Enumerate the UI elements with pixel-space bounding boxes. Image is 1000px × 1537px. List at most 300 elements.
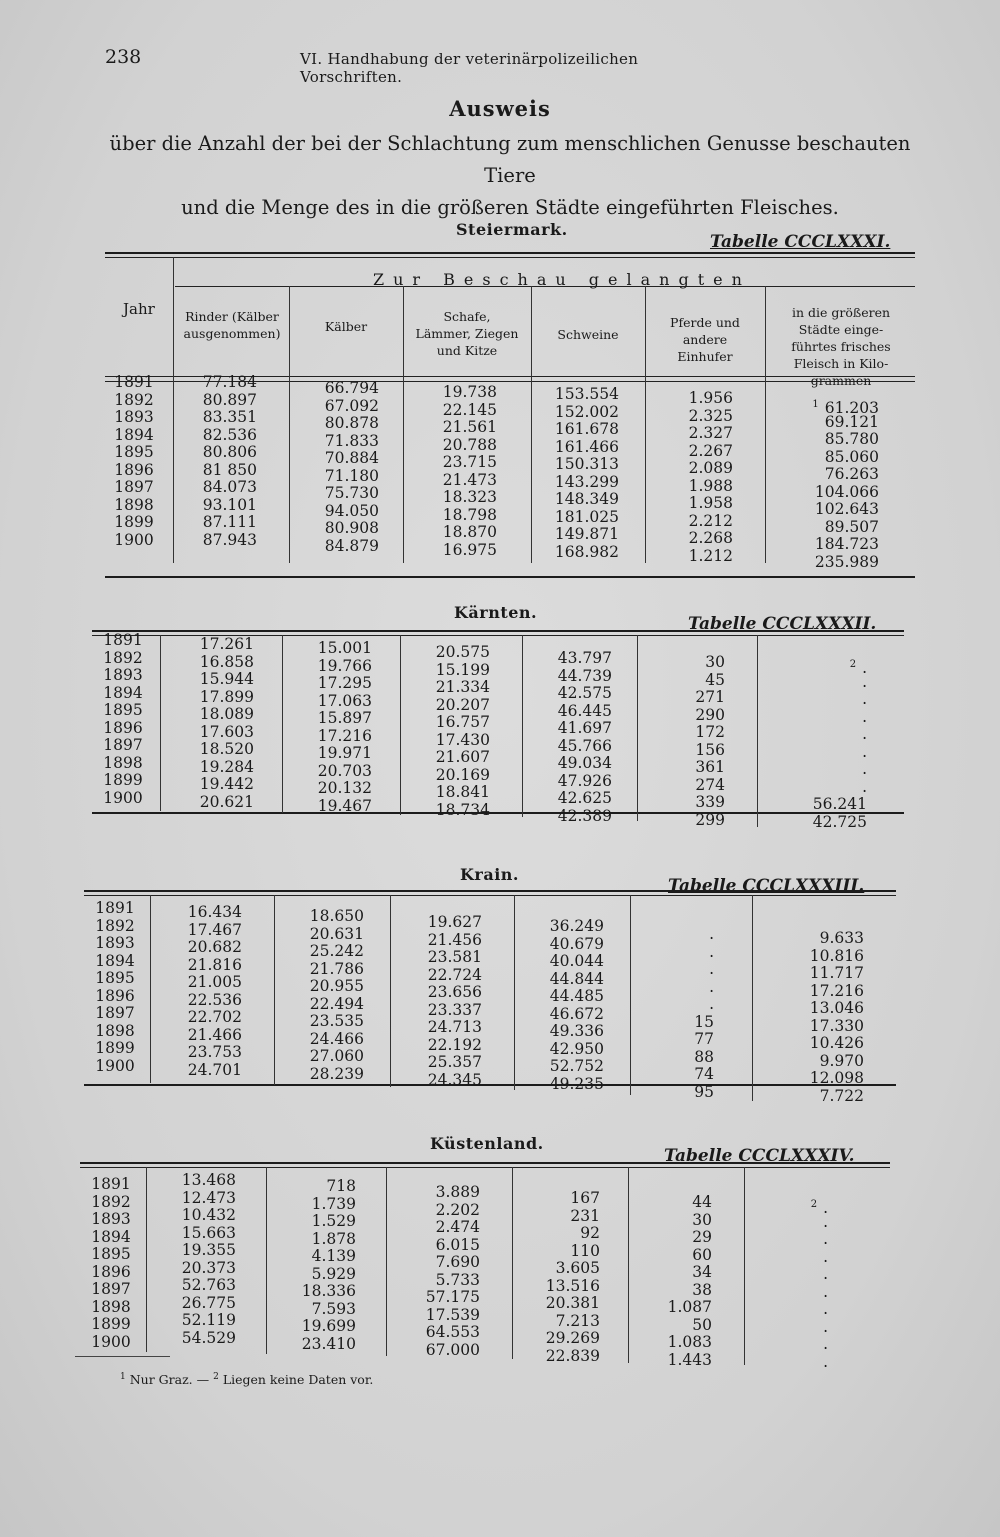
cell-text: 20.132 bbox=[317, 779, 372, 797]
cell-text: 1898 bbox=[91, 1297, 131, 1316]
header-schweine: Schweine bbox=[557, 327, 619, 342]
footnote-2-text: Liegen keine Daten vor. bbox=[222, 1372, 374, 1388]
value-cell bbox=[744, 1284, 828, 1302]
value-cell bbox=[744, 1231, 828, 1249]
cell-text: 87.943 bbox=[202, 530, 257, 549]
cell-text: 23.410 bbox=[301, 1334, 356, 1353]
cell-text: 19.284 bbox=[199, 757, 254, 776]
cell-text: 18.323 bbox=[442, 488, 497, 506]
cell-text: 5.929 bbox=[311, 1264, 356, 1283]
cell-text: 5.733 bbox=[435, 1270, 480, 1289]
cell-text: 61.203 bbox=[824, 399, 879, 418]
cell-text: 1900 bbox=[114, 530, 154, 549]
cell-text: 12.473 bbox=[181, 1188, 236, 1207]
document-title: Ausweis bbox=[449, 96, 551, 121]
value-cell bbox=[628, 1352, 712, 1370]
running-title: VI. Handhabung der veterinärpolizeilichen Vorschriften. bbox=[300, 50, 639, 86]
value-cell bbox=[266, 1196, 356, 1214]
cell-text: . bbox=[862, 672, 867, 691]
cell-text: 2.267 bbox=[688, 441, 733, 460]
cell-text: 104.066 bbox=[814, 482, 879, 501]
cell-text: 19.355 bbox=[181, 1241, 236, 1259]
cell-text: 17.295 bbox=[317, 674, 372, 692]
cell-text: 18.336 bbox=[301, 1282, 356, 1300]
cell-text: 361 bbox=[695, 758, 725, 776]
cell-text: 52.752 bbox=[549, 1057, 604, 1075]
cell-text: 1894 bbox=[114, 425, 154, 444]
region-title: Krain. bbox=[460, 865, 519, 884]
region-title: Küstenland. bbox=[430, 1134, 544, 1153]
cell-text: 1898 bbox=[103, 753, 143, 772]
data-table bbox=[80, 1160, 890, 1371]
value-cell bbox=[386, 1219, 480, 1237]
cell-text: 172 bbox=[695, 723, 725, 741]
cell-text: 17.899 bbox=[199, 687, 254, 706]
value-cell bbox=[628, 1282, 712, 1300]
cell-text: 24.345 bbox=[427, 1070, 482, 1089]
cell-text: . bbox=[823, 1300, 828, 1318]
cell-text: 299 bbox=[695, 810, 725, 829]
cell-text: 16.757 bbox=[435, 713, 490, 731]
value-cell bbox=[744, 1301, 828, 1319]
cell-text: 21.005 bbox=[187, 973, 242, 991]
cell-text: 15 bbox=[694, 1012, 714, 1031]
cell-text: 161.678 bbox=[554, 420, 619, 438]
value-cell bbox=[512, 1243, 600, 1261]
cell-text: 167 bbox=[570, 1189, 600, 1207]
cell-text: 19.971 bbox=[317, 744, 372, 762]
cell-text: 23.535 bbox=[309, 1012, 364, 1030]
cell-text: 80.908 bbox=[324, 519, 379, 537]
cell-text: 1898 bbox=[114, 495, 154, 514]
year-cell bbox=[80, 1334, 142, 1352]
cell-text: 24.701 bbox=[187, 1060, 242, 1079]
cell-text: 82.536 bbox=[202, 425, 257, 444]
cell-text: 1899 bbox=[91, 1315, 131, 1333]
value-cell bbox=[744, 1249, 828, 1267]
cell-text: 1.212 bbox=[688, 546, 733, 565]
footnote-2-mark: 2 bbox=[213, 1372, 219, 1382]
cell-text: 30 bbox=[705, 653, 725, 671]
cell-text: 75.730 bbox=[324, 484, 379, 502]
cell-text: 12.098 bbox=[809, 1069, 864, 1087]
cell-text: 168.982 bbox=[554, 542, 619, 561]
cell-text: 231 bbox=[570, 1206, 600, 1225]
cell-text: 1897 bbox=[114, 478, 154, 496]
cell-text: 1894 bbox=[91, 1227, 131, 1246]
cell-text: 23.656 bbox=[427, 983, 482, 1001]
cell-text: 3.605 bbox=[555, 1259, 600, 1277]
cell-text: 52.119 bbox=[181, 1311, 236, 1329]
value-cell bbox=[386, 1272, 480, 1290]
cell-text: 1897 bbox=[91, 1280, 131, 1298]
cell-text: . bbox=[823, 1230, 828, 1248]
cell-text: 22.145 bbox=[442, 400, 497, 419]
cell-text: 21.561 bbox=[442, 418, 497, 436]
cell-text: 1895 bbox=[91, 1245, 131, 1263]
cell-text: 18.650 bbox=[309, 907, 364, 925]
value-cell bbox=[744, 1336, 828, 1354]
cell-text: 1893 bbox=[114, 408, 154, 426]
cell-text: 44.844 bbox=[549, 969, 604, 988]
value-cell bbox=[266, 1231, 356, 1249]
cell-text: 1900 bbox=[103, 788, 143, 807]
cell-text: 156 bbox=[695, 740, 725, 759]
cell-text: 23.337 bbox=[427, 1000, 482, 1019]
cell-text: 2.325 bbox=[688, 406, 733, 425]
cell-text: 84.073 bbox=[202, 478, 257, 496]
value-cell bbox=[628, 1212, 712, 1230]
cell-text: 22.536 bbox=[187, 990, 242, 1009]
value-cell bbox=[512, 1260, 600, 1278]
value-cell bbox=[512, 1313, 600, 1331]
cell-text: 1.087 bbox=[667, 1298, 712, 1316]
cell-text: 80.897 bbox=[202, 390, 257, 409]
value-cell bbox=[148, 1225, 236, 1243]
cell-text: 1.083 bbox=[667, 1333, 712, 1351]
cell-text: 17.216 bbox=[809, 981, 864, 1000]
value-cell bbox=[266, 1178, 356, 1196]
value-cell bbox=[148, 1190, 236, 1208]
cell-text: 45.766 bbox=[557, 736, 612, 755]
cell-text: 718 bbox=[326, 1177, 356, 1195]
value-cell bbox=[148, 1260, 236, 1278]
footnote-reference: 2 bbox=[810, 1199, 818, 1210]
cell-text: 21.466 bbox=[187, 1025, 242, 1044]
cell-text: 13.468 bbox=[181, 1171, 236, 1189]
cell-text: 1898 bbox=[95, 1021, 135, 1040]
cell-text: . bbox=[823, 1317, 828, 1336]
header-rinder: Rinder (Kälber ausgenommen) bbox=[183, 309, 281, 341]
column-kaelber bbox=[266, 1178, 356, 1353]
cell-text: 1896 bbox=[103, 718, 143, 737]
cell-text: 88 bbox=[694, 1047, 714, 1066]
cell-text: 20.621 bbox=[199, 792, 254, 811]
cell-text: 44.739 bbox=[557, 666, 612, 685]
cell-text: 4.139 bbox=[311, 1247, 356, 1265]
cell-text: 60 bbox=[692, 1245, 712, 1264]
cell-text: 17.216 bbox=[317, 726, 372, 745]
cell-text: 18.798 bbox=[442, 505, 497, 524]
value-cell bbox=[148, 1207, 236, 1225]
value-cell bbox=[744, 1214, 828, 1232]
cell-text: 16.434 bbox=[187, 903, 242, 921]
value-cell bbox=[266, 1213, 356, 1231]
cell-text: 49.034 bbox=[557, 754, 612, 772]
value-cell bbox=[386, 1324, 480, 1342]
cell-text: . bbox=[862, 659, 867, 678]
cell-text: 83.351 bbox=[202, 408, 257, 426]
cell-text: . bbox=[862, 725, 867, 743]
value-cell bbox=[744, 1354, 828, 1372]
cell-text: 93.101 bbox=[202, 495, 257, 514]
cell-text: 1892 bbox=[91, 1192, 131, 1211]
cell-text: 20.207 bbox=[435, 695, 490, 714]
cell-text: 67.092 bbox=[324, 396, 379, 415]
cell-text: 18.870 bbox=[442, 523, 497, 541]
cell-text: 1892 bbox=[95, 916, 135, 935]
cell-text: 9.633 bbox=[819, 929, 864, 947]
cell-text: 1892 bbox=[103, 648, 143, 667]
table-number: Tabelle CCCLXXXII. bbox=[688, 614, 877, 634]
cell-text: 77.184 bbox=[202, 373, 257, 391]
cell-text: 1.443 bbox=[667, 1350, 712, 1369]
value-cell bbox=[266, 1318, 356, 1336]
cell-text: 271 bbox=[695, 688, 725, 706]
cell-text: 29 bbox=[692, 1228, 712, 1246]
cell-text: 10.426 bbox=[809, 1034, 864, 1052]
page-number: 238 bbox=[105, 46, 142, 68]
cell-text: 42.725 bbox=[812, 812, 867, 831]
cell-text: 71.180 bbox=[324, 466, 379, 485]
cell-text: 184.723 bbox=[814, 535, 879, 553]
header-fleisch: in die größeren Städte einge- führtes frisches Fleisch in Kilo- grammen bbox=[791, 305, 891, 388]
cell-text: 49.235 bbox=[549, 1074, 604, 1093]
cell-text: 110 bbox=[570, 1241, 600, 1260]
cell-text: 17.603 bbox=[199, 722, 254, 741]
cell-text: 84.879 bbox=[324, 536, 379, 555]
value-cell bbox=[628, 1317, 712, 1335]
cell-text: 19.467 bbox=[317, 796, 372, 815]
value-cell bbox=[628, 1229, 712, 1247]
year-cell bbox=[80, 1211, 142, 1229]
column-fleisch bbox=[744, 1196, 828, 1371]
cell-text: . bbox=[823, 1352, 828, 1371]
cell-text: . bbox=[709, 942, 714, 961]
cell-text: 10.816 bbox=[809, 946, 864, 965]
cell-text: 23.715 bbox=[442, 453, 497, 471]
cell-text: 21.816 bbox=[187, 955, 242, 974]
cell-text: 15.897 bbox=[317, 709, 372, 727]
footnotes bbox=[120, 1372, 373, 1387]
year-cell bbox=[80, 1281, 142, 1299]
region-title: Kärnten. bbox=[454, 603, 538, 622]
cell-text: 17.430 bbox=[435, 730, 490, 749]
cell-text: 18.734 bbox=[435, 800, 490, 819]
cell-text: 1896 bbox=[114, 460, 154, 479]
header-pferde: Pferde und andere Einhufer bbox=[670, 315, 740, 364]
cell-text: 54.529 bbox=[181, 1328, 236, 1347]
cell-text: 1895 bbox=[114, 443, 154, 461]
cell-text: . bbox=[823, 1265, 828, 1283]
cell-text: 1895 bbox=[95, 969, 135, 987]
cell-text: . bbox=[823, 1335, 828, 1353]
cell-text: 13.516 bbox=[545, 1276, 600, 1295]
value-cell bbox=[386, 1307, 480, 1325]
value-cell bbox=[512, 1278, 600, 1296]
cell-text: 290 bbox=[695, 705, 725, 724]
cell-text: 1899 bbox=[114, 513, 154, 531]
value-cell bbox=[628, 1247, 712, 1265]
value-cell bbox=[266, 1336, 356, 1354]
cell-text: 18.520 bbox=[199, 740, 254, 758]
cell-text: 81 850 bbox=[202, 460, 257, 479]
cell-text: 85.060 bbox=[824, 447, 879, 466]
cell-text: 23.753 bbox=[187, 1043, 242, 1061]
col-divider bbox=[146, 1167, 147, 1352]
cell-text: 15.944 bbox=[199, 670, 254, 688]
value-cell bbox=[266, 1266, 356, 1284]
cell-text: 7.213 bbox=[555, 1311, 600, 1330]
cell-text: 38 bbox=[692, 1280, 712, 1299]
cell-text: 64.553 bbox=[425, 1323, 480, 1341]
table-number: Tabelle CCCLXXXIV. bbox=[664, 1146, 855, 1166]
table-top-rule bbox=[80, 1162, 890, 1164]
value-cell bbox=[148, 1172, 236, 1190]
cell-text: 18.089 bbox=[199, 705, 254, 723]
cell-text: 21.334 bbox=[435, 678, 490, 696]
cell-text: 149.871 bbox=[554, 525, 619, 543]
cell-text: 20.955 bbox=[309, 977, 364, 995]
year-cell bbox=[80, 1176, 142, 1194]
cell-text: 20.703 bbox=[317, 761, 372, 780]
cell-text: 6.015 bbox=[435, 1235, 480, 1254]
cell-text: . bbox=[823, 1199, 828, 1218]
cell-text: . bbox=[862, 760, 867, 778]
year-cell bbox=[80, 1229, 142, 1247]
header-group: Zur Beschau gelangten bbox=[373, 270, 751, 289]
cell-text: 22.494 bbox=[309, 994, 364, 1013]
value-cell bbox=[148, 1330, 236, 1348]
cell-text: 1897 bbox=[103, 736, 143, 754]
value-cell bbox=[386, 1237, 480, 1255]
value-cell bbox=[512, 1330, 600, 1348]
value-cell bbox=[266, 1283, 356, 1301]
column-schafe bbox=[386, 1184, 480, 1359]
cell-text: 1893 bbox=[91, 1210, 131, 1228]
value-cell bbox=[386, 1202, 480, 1220]
cell-text: 85.780 bbox=[824, 430, 879, 448]
cell-text: 21.456 bbox=[427, 930, 482, 949]
cell-text: 2.268 bbox=[688, 529, 733, 547]
cell-text: 87.111 bbox=[202, 513, 257, 531]
column-rinder bbox=[148, 1172, 236, 1347]
value-cell bbox=[628, 1264, 712, 1282]
value-cell bbox=[512, 1348, 600, 1366]
cell-text: 1892 bbox=[114, 390, 154, 409]
cell-text: 1899 bbox=[103, 771, 143, 789]
cell-text: 70.884 bbox=[324, 449, 379, 467]
cell-text: 50 bbox=[692, 1315, 712, 1334]
cell-text: 20.169 bbox=[435, 765, 490, 784]
cell-text: 2.327 bbox=[688, 424, 733, 442]
cell-text: 20.381 bbox=[545, 1294, 600, 1312]
cell-text: 74 bbox=[694, 1065, 714, 1083]
cell-text: 40.679 bbox=[549, 934, 604, 953]
cell-text: 18.841 bbox=[435, 783, 490, 801]
region-title: Steiermark. bbox=[456, 220, 568, 239]
cell-text: . bbox=[709, 925, 714, 943]
value-cell bbox=[512, 1225, 600, 1243]
header-schafe: Schafe, Lämmer, Ziegen und Kitze bbox=[415, 309, 519, 358]
cell-text: 16.858 bbox=[199, 652, 254, 671]
cell-text: 22.192 bbox=[427, 1035, 482, 1054]
cell-text: 1895 bbox=[103, 701, 143, 719]
cell-text: 57.175 bbox=[425, 1288, 480, 1306]
cell-text: 1900 bbox=[95, 1056, 135, 1075]
cell-text: 10.432 bbox=[181, 1206, 236, 1224]
cell-text: 22.702 bbox=[187, 1008, 242, 1026]
cell-text: 66.794 bbox=[324, 379, 379, 397]
cell-text: 95 bbox=[694, 1082, 714, 1101]
cell-text: 20.575 bbox=[435, 643, 490, 661]
cell-text: 21.473 bbox=[442, 470, 497, 489]
cell-text: 15.001 bbox=[317, 639, 372, 657]
cell-text: . bbox=[709, 960, 714, 978]
cell-text: 9.970 bbox=[819, 1051, 864, 1070]
cell-text: 153.554 bbox=[554, 385, 619, 403]
subtitle-line-2: und die Menge des in die größeren Städte eingeführten Fleisches. bbox=[181, 196, 839, 219]
column-schweine bbox=[512, 1190, 600, 1365]
cell-text: 17.063 bbox=[317, 691, 372, 710]
value-cell bbox=[148, 1312, 236, 1330]
year-cell bbox=[80, 1264, 142, 1282]
cell-text: 150.313 bbox=[554, 455, 619, 473]
value-cell bbox=[628, 1334, 712, 1352]
cell-text: 17.467 bbox=[187, 920, 242, 939]
cell-text: 42.389 bbox=[557, 806, 612, 825]
cell-text: 43.797 bbox=[557, 649, 612, 667]
cell-text: 1900 bbox=[91, 1332, 131, 1351]
cell-text: 44 bbox=[692, 1193, 712, 1211]
cell-text: 42.625 bbox=[557, 789, 612, 807]
cell-text: 34 bbox=[692, 1263, 712, 1281]
cell-text: 80.806 bbox=[202, 443, 257, 461]
header-jahr: Jahr bbox=[123, 300, 155, 318]
cell-text: 3.889 bbox=[435, 1183, 480, 1201]
cell-text: 94.050 bbox=[324, 501, 379, 520]
footnote-reference: 1 bbox=[812, 399, 819, 410]
cell-text: 56.241 bbox=[812, 795, 867, 813]
value-cell bbox=[628, 1299, 712, 1317]
cell-text: 339 bbox=[695, 793, 725, 811]
cell-text: 22.839 bbox=[545, 1346, 600, 1365]
cell-text: 1896 bbox=[95, 986, 135, 1005]
cell-text: 1.878 bbox=[311, 1229, 356, 1248]
cell-text: 24.466 bbox=[309, 1029, 364, 1048]
cell-text: 20.373 bbox=[181, 1258, 236, 1277]
cell-text: 77 bbox=[694, 1030, 714, 1048]
cell-text: 21.607 bbox=[435, 748, 490, 766]
cell-text: 1.739 bbox=[311, 1194, 356, 1213]
cell-text: 36.249 bbox=[549, 917, 604, 935]
cell-text: 30 bbox=[692, 1210, 712, 1229]
value-cell bbox=[386, 1254, 480, 1272]
footnote-1-text: Nur Graz. — bbox=[129, 1372, 210, 1388]
cell-text: . bbox=[823, 1247, 828, 1266]
cell-text: 2.212 bbox=[688, 511, 733, 530]
cell-text: 17.261 bbox=[199, 635, 254, 653]
cell-text: 49.336 bbox=[549, 1022, 604, 1040]
cell-text: 69.121 bbox=[824, 412, 879, 431]
cell-text: 7.690 bbox=[435, 1253, 480, 1271]
cell-text: 20.788 bbox=[442, 435, 497, 454]
value-cell bbox=[148, 1277, 236, 1295]
cell-text: . bbox=[862, 777, 867, 796]
value-cell bbox=[386, 1184, 480, 1202]
value-cell bbox=[744, 1196, 828, 1218]
cell-text: 148.349 bbox=[554, 490, 619, 508]
cell-text: 28.239 bbox=[309, 1064, 364, 1083]
cell-text: 20.631 bbox=[309, 924, 364, 943]
cell-text: 1897 bbox=[95, 1004, 135, 1022]
cell-text: 19.766 bbox=[317, 656, 372, 675]
value-cell bbox=[512, 1208, 600, 1226]
cell-text: 1891 bbox=[103, 631, 143, 649]
year-cell bbox=[80, 1194, 142, 1212]
cell-text: 143.299 bbox=[554, 472, 619, 491]
cell-text: 1891 bbox=[95, 899, 135, 917]
